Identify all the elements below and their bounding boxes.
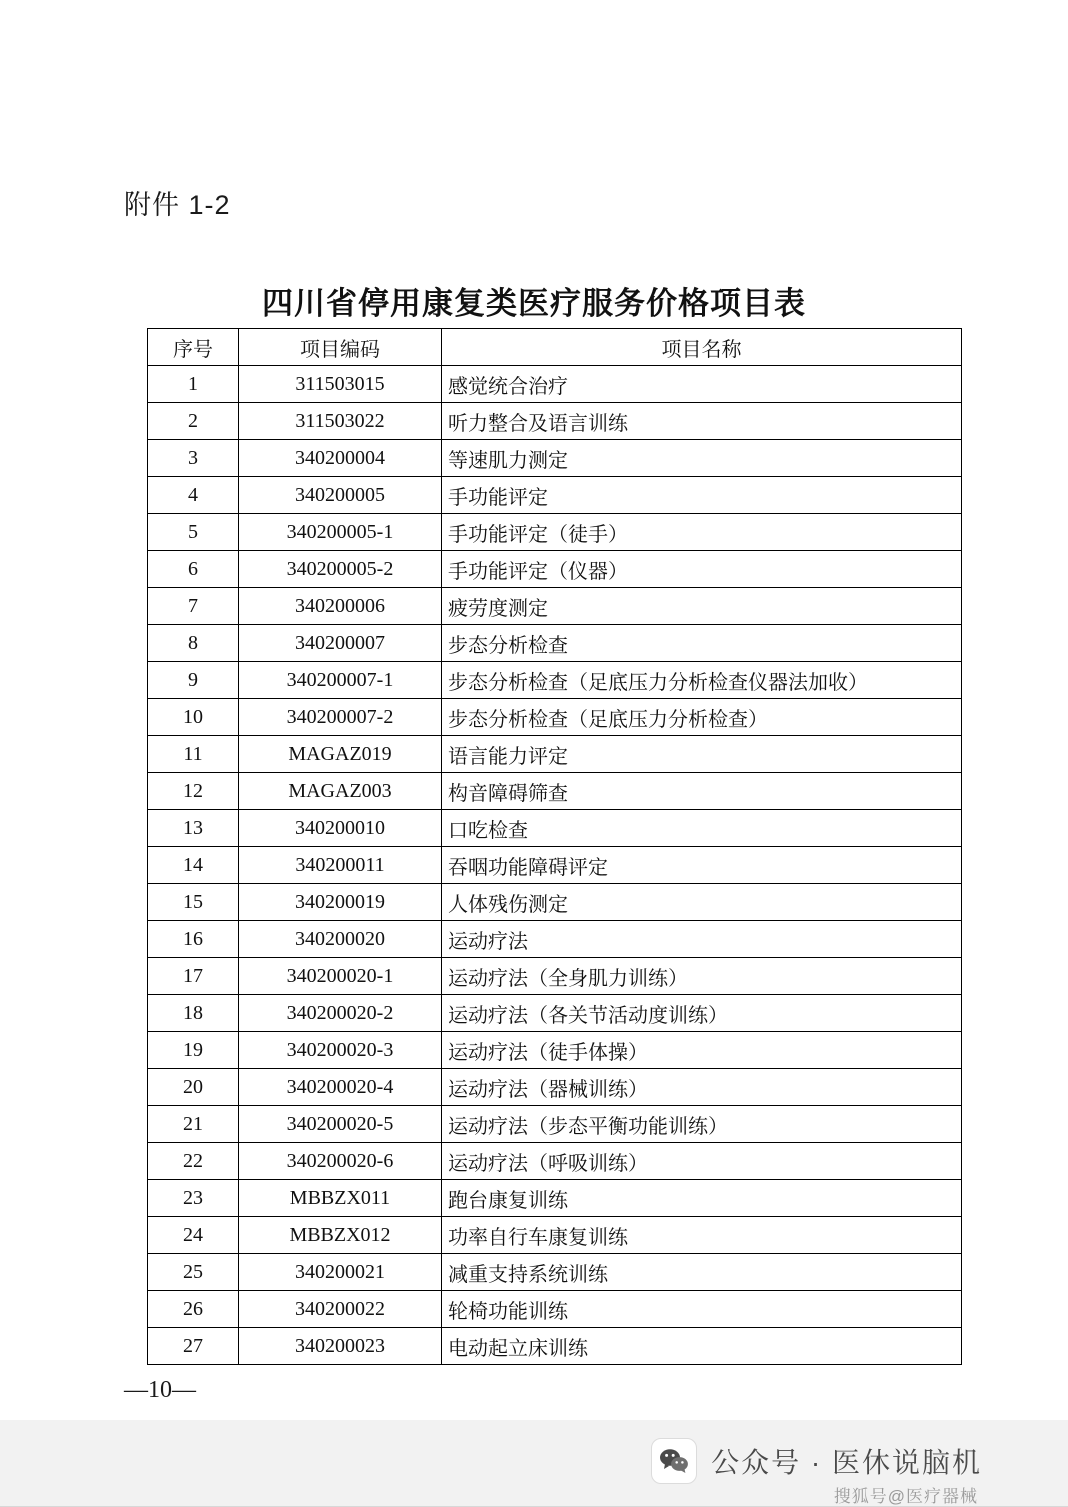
cell-name: 语言能力评定 — [442, 736, 962, 773]
table-row — [148, 662, 962, 699]
cell-index: 13 — [148, 810, 239, 847]
cell-name: 运动疗法（全身肌力训练） — [442, 958, 962, 995]
cell-code: 340200005-2 — [239, 551, 442, 588]
cell-index: 9 — [148, 662, 239, 699]
cell-name: 运动疗法（步态平衡功能训练） — [442, 1106, 962, 1143]
cell-name: 疲劳度测定 — [442, 588, 962, 625]
table-row — [148, 847, 962, 884]
table-row — [148, 551, 962, 588]
table-row — [148, 1032, 962, 1069]
table-row — [148, 736, 962, 773]
column-header-code: 项目编码 — [239, 329, 442, 366]
table-header-row — [148, 329, 962, 366]
cell-index: 24 — [148, 1217, 239, 1254]
cell-name: 吞咽功能障碍评定 — [442, 847, 962, 884]
table-row — [148, 588, 962, 625]
table-row — [148, 1143, 962, 1180]
cell-name: 构音障碍筛查 — [442, 773, 962, 810]
cell-name: 功率自行车康复训练 — [442, 1217, 962, 1254]
cell-code: MBBZX012 — [239, 1217, 442, 1254]
table-row — [148, 1328, 962, 1365]
cell-code: 340200011 — [239, 847, 442, 884]
cell-code: 340200006 — [239, 588, 442, 625]
cell-index: 22 — [148, 1143, 239, 1180]
watermark-subtext: 搜狐号@医疗器械 — [833, 1487, 978, 1506]
table-row — [148, 1180, 962, 1217]
cell-code: 340200023 — [239, 1328, 442, 1365]
table-row — [148, 366, 962, 403]
price-table — [147, 328, 962, 1365]
cell-name: 电动起立床训练 — [442, 1328, 962, 1365]
cell-index: 7 — [148, 588, 239, 625]
table-row — [148, 995, 962, 1032]
cell-name: 运动疗法（徒手体操） — [442, 1032, 962, 1069]
cell-name: 运动疗法 — [442, 921, 962, 958]
cell-code: 340200020 — [239, 921, 442, 958]
cell-name: 运动疗法（各关节活动度训练） — [442, 995, 962, 1032]
table-row — [148, 625, 962, 662]
cell-index: 19 — [148, 1032, 239, 1069]
cell-index: 15 — [148, 884, 239, 921]
cell-code: 340200020-6 — [239, 1143, 442, 1180]
cell-name: 跑台康复训练 — [442, 1180, 962, 1217]
table-row — [148, 1106, 962, 1143]
cell-name: 减重支持系统训练 — [442, 1254, 962, 1291]
cell-index: 26 — [148, 1291, 239, 1328]
cell-code: 340200005 — [239, 477, 442, 514]
cell-code: MBBZX011 — [239, 1180, 442, 1217]
cell-code: 340200005-1 — [239, 514, 442, 551]
cell-index: 4 — [148, 477, 239, 514]
cell-name: 等速肌力测定 — [442, 440, 962, 477]
cell-code: 340200007 — [239, 625, 442, 662]
table-row — [148, 958, 962, 995]
cell-code: 340200020-3 — [239, 1032, 442, 1069]
cell-code: 340200021 — [239, 1254, 442, 1291]
cell-index: 3 — [148, 440, 239, 477]
cell-name: 感觉统合治疗 — [442, 366, 962, 403]
cell-code: 340200020-5 — [239, 1106, 442, 1143]
cell-index: 10 — [148, 699, 239, 736]
table-row — [148, 403, 962, 440]
cell-code: 340200020-1 — [239, 958, 442, 995]
cell-index: 14 — [148, 847, 239, 884]
cell-name: 运动疗法（呼吸训练） — [442, 1143, 962, 1180]
cell-name: 手功能评定 — [442, 477, 962, 514]
table-row — [148, 1217, 962, 1254]
page-number: —10— — [124, 1377, 196, 1403]
column-header-index: 序号 — [148, 329, 239, 366]
cell-code: 340200022 — [239, 1291, 442, 1328]
wechat-icon — [651, 1438, 697, 1484]
cell-index: 25 — [148, 1254, 239, 1291]
cell-name: 口吃检查 — [442, 810, 962, 847]
cell-name: 轮椅功能训练 — [442, 1291, 962, 1328]
cell-code: 340200007-2 — [239, 699, 442, 736]
cell-index: 8 — [148, 625, 239, 662]
cell-code: 340200007-1 — [239, 662, 442, 699]
cell-code: 311503022 — [239, 403, 442, 440]
attachment-label: 附件 1-2 — [124, 190, 231, 220]
cell-name: 听力整合及语言训练 — [442, 403, 962, 440]
column-header-name: 项目名称 — [442, 329, 962, 366]
cell-code: MAGAZ019 — [239, 736, 442, 773]
cell-index: 17 — [148, 958, 239, 995]
cell-code: 311503015 — [239, 366, 442, 403]
cell-code: MAGAZ003 — [239, 773, 442, 810]
cell-code: 340200019 — [239, 884, 442, 921]
cell-name: 手功能评定（徒手） — [442, 514, 962, 551]
page-title: 四川省停用康复类医疗服务价格项目表 — [262, 286, 806, 321]
watermark-bar — [0, 1420, 1068, 1506]
cell-name: 步态分析检查（足底压力分析检查仪器法加收） — [442, 662, 962, 699]
cell-code: 340200020-2 — [239, 995, 442, 1032]
cell-name: 人体残伤测定 — [442, 884, 962, 921]
table-body — [148, 366, 962, 1365]
table-row — [148, 810, 962, 847]
cell-name: 运动疗法（器械训练） — [442, 1069, 962, 1106]
cell-index: 12 — [148, 773, 239, 810]
table-row — [148, 1069, 962, 1106]
table-row — [148, 773, 962, 810]
cell-index: 11 — [148, 736, 239, 773]
cell-index: 27 — [148, 1328, 239, 1365]
table-row — [148, 921, 962, 958]
cell-index: 21 — [148, 1106, 239, 1143]
table-row — [148, 514, 962, 551]
cell-index: 1 — [148, 366, 239, 403]
cell-index: 2 — [148, 403, 239, 440]
cell-index: 5 — [148, 514, 239, 551]
table-row — [148, 1291, 962, 1328]
cell-code: 340200010 — [239, 810, 442, 847]
cell-code: 340200004 — [239, 440, 442, 477]
cell-index: 18 — [148, 995, 239, 1032]
cell-index: 6 — [148, 551, 239, 588]
table-row — [148, 884, 962, 921]
cell-code: 340200020-4 — [239, 1069, 442, 1106]
table-row — [148, 477, 962, 514]
cell-name: 手功能评定（仪器） — [442, 551, 962, 588]
table-row — [148, 440, 962, 477]
watermark-text: 公众号 · 医休说脑机 — [711, 1447, 982, 1478]
table-row — [148, 1254, 962, 1291]
cell-name: 步态分析检查（足底压力分析检查） — [442, 699, 962, 736]
cell-name: 步态分析检查 — [442, 625, 962, 662]
cell-index: 20 — [148, 1069, 239, 1106]
watermark-brand — [651, 1438, 982, 1484]
cell-index: 23 — [148, 1180, 239, 1217]
table-row — [148, 699, 962, 736]
cell-index: 16 — [148, 921, 239, 958]
